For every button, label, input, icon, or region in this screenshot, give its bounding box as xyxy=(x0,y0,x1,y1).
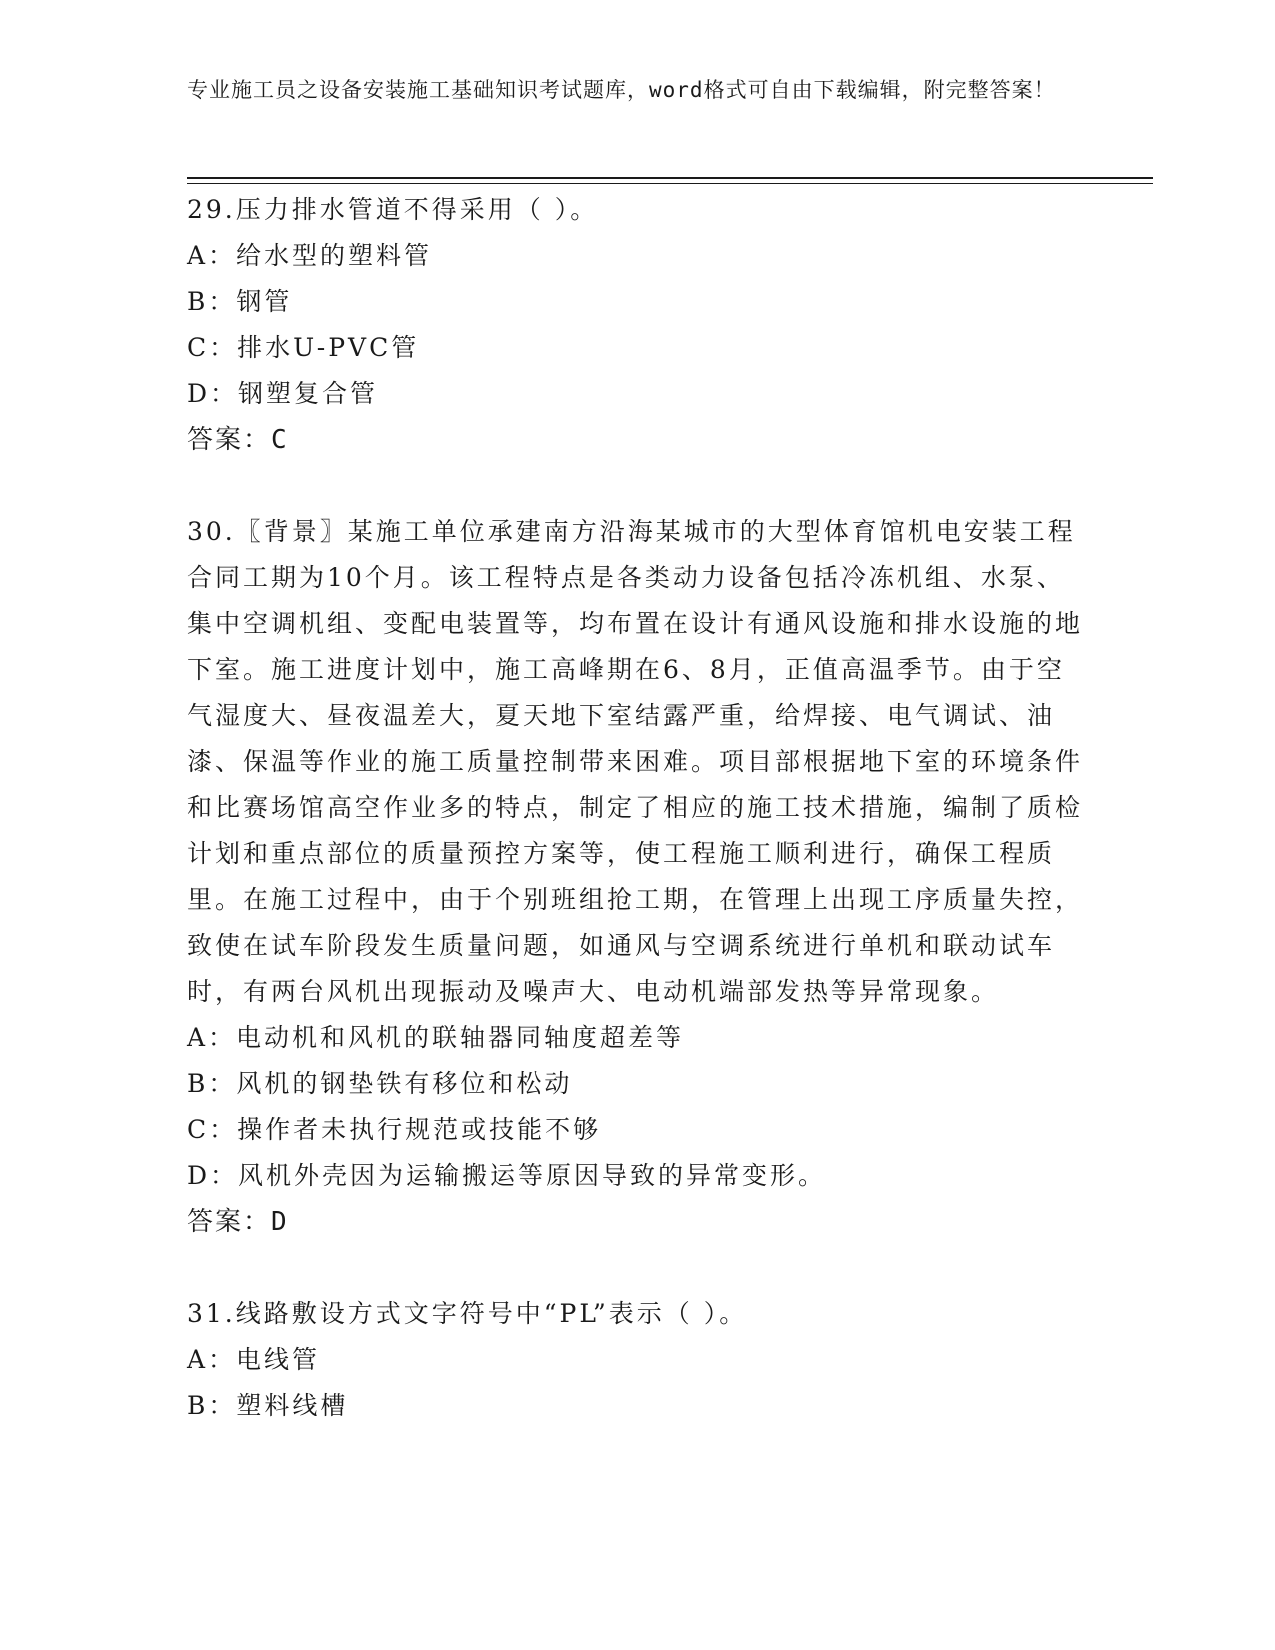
document-header: 专业施工员之设备安装施工基础知识考试题库，word格式可自由下载编辑，附完整答案！ xyxy=(187,78,1056,102)
question-stem: 29.压力排水管道不得采用（ ）。 xyxy=(187,195,599,224)
header-rule-thin xyxy=(187,183,1153,184)
question-stem: 30.〖背景〗某施工单位承建南方沿海某城市的大型体育馆机电安装工程合同工期为10个月。该工程特点是各类动力设备包括冷冻机组、水泵、集中空调机组、变配电装置等，均布置在设计有通风设施和排水设施的地下室。施工进度计划中，施工高峰期在6、8月，正值高温季节。由于空气湿度大、昼夜温差大，夏天地下室结露严重，给焊接、电气调试、油漆、保温等作业的施工质量控制带来困难。项目部根据地下室的环境条件和比赛场馆高空作业多的特点，制定了相应的施工技术措施，编制了质检计划和重点部位的质量预控方案等，使工程施工顺利进行，确保工程质里。在施工过程中，由于个别班组抢工期，在管理上出现工序质量失控，致使在试车阶段发生质量问题，如通风与空调系统进行单机和联动试车时，有两台风机出现振动及噪声大、电动机端部发热等异常现象。 xyxy=(187,517,1084,1006)
option-a: A：给水型的塑料管 xyxy=(187,241,433,270)
question-29 xyxy=(187,187,1087,463)
option-a: A：电线管 xyxy=(187,1345,321,1374)
option-b: B：风机的钢垫铁有移位和松动 xyxy=(187,1069,573,1098)
header-rule-thick xyxy=(187,177,1153,179)
option-c: C：操作者未执行规范或技能不够 xyxy=(187,1115,602,1144)
option-d: D：风机外壳因为运输搬运等原因导致的异常变形。 xyxy=(187,1161,827,1190)
question-list xyxy=(187,187,1087,1429)
question-30 xyxy=(187,509,1087,1245)
option-d: D：钢塑复合管 xyxy=(187,379,379,408)
question-spacer xyxy=(187,463,1087,509)
option-b: B：塑料线槽 xyxy=(187,1391,349,1420)
answer-line: 答案：C xyxy=(187,425,289,455)
option-a: A：电动机和风机的联轴器同轴度超差等 xyxy=(187,1023,685,1052)
question-stem: 31.线路敷设方式文字符号中“PL”表示（ ）。 xyxy=(187,1299,748,1328)
option-c: C：排水U-PVC管 xyxy=(187,333,420,362)
question-31 xyxy=(187,1291,1087,1429)
answer-line: 答案：D xyxy=(187,1207,289,1237)
question-spacer xyxy=(187,1245,1087,1291)
option-b: B：钢管 xyxy=(187,287,293,316)
